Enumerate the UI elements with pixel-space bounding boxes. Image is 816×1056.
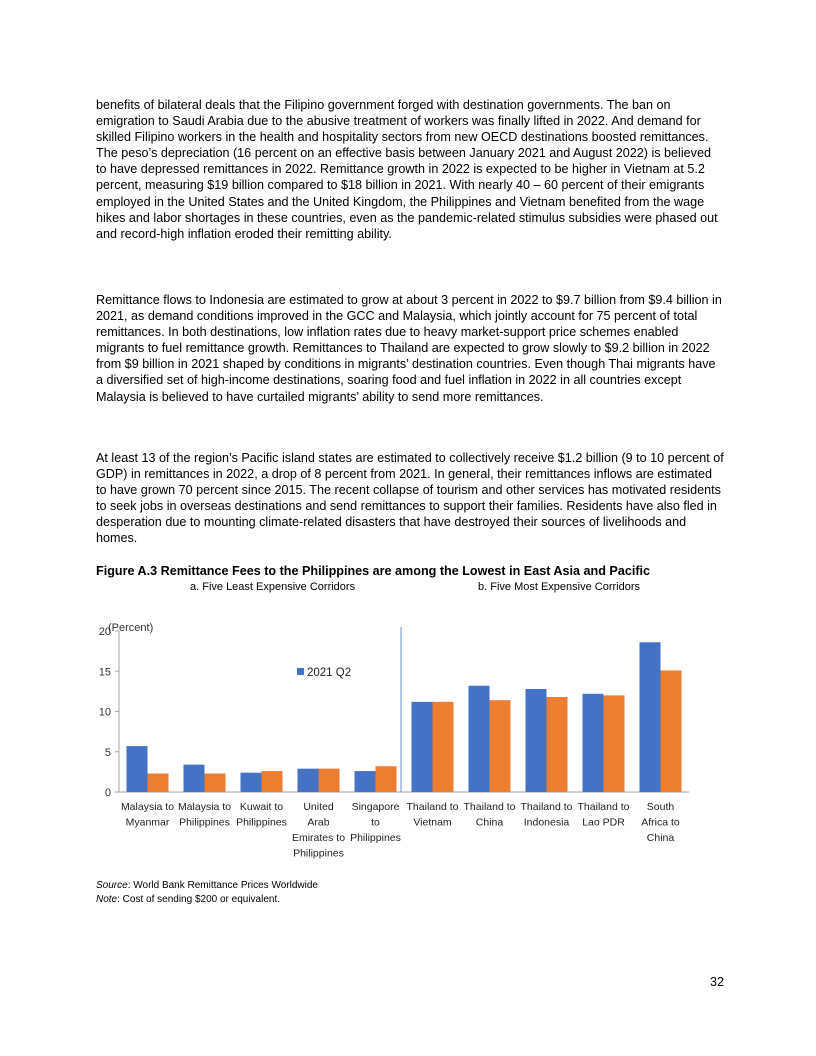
y-tick-label: 20 — [98, 626, 111, 638]
y-axis-label: (Percent) — [108, 622, 154, 634]
bar-series-1 — [184, 765, 205, 792]
y-tick-label: 5 — [104, 746, 111, 759]
bar-series-1 — [640, 642, 661, 792]
panel-a-subtitle: a. Five Least Expensive Corridors — [190, 581, 356, 593]
bar-series-2 — [262, 771, 283, 792]
x-category-label: Thailand to Indonesia — [520, 801, 573, 829]
source-text: : World Bank Remittance Prices Worldwide — [127, 880, 318, 891]
x-category-label: Thailand to Lao PDR — [577, 801, 630, 829]
x-category-label: Malaysia to Myanmar — [120, 801, 175, 829]
x-category-label: Singapore to Philippines — [350, 801, 401, 844]
bar-series-2 — [376, 766, 397, 792]
bar-series-2 — [148, 773, 169, 792]
bar-series-1 — [526, 689, 547, 792]
bar-series-1 — [469, 686, 490, 792]
x-category-label: United Arab Emirates to Philippines — [291, 801, 346, 860]
source-label: Source — [96, 880, 128, 891]
legend-swatch-series-1 — [297, 668, 304, 675]
cost-note — [96, 893, 280, 906]
x-category-label: Thailand to China — [463, 801, 516, 829]
bar-series-1 — [241, 773, 262, 792]
body-paragraph-2: Remittance flows to Indonesia are estimated to grow at about 3 percent in 2022 to $9.7 billion from $9.4 billion in 2021, as demand conditions improved in the GCC and Malaysia, which jointly account for 75 percent of total remittances. In both destinations, low inflation rates due to heavy market-support price schemes enabled migrants to fuel remittance growth. Remittances to Thailand are expected to grow slowly to $9.2 billion in 2022 from $9 billion in 2021 shaped by conditions in migrants’ destination countries. Even though Thai migrants have a diversified set of high-income destinations, soaring food and fuel inflation in 2022 in all countries except Malaysia is believed to have curtailed migrants’ ability to send more remittances. — [96, 293, 722, 404]
x-category-label: Kuwait to Philippines — [236, 801, 287, 829]
bar-series-2 — [205, 773, 226, 792]
bar-series-2 — [319, 769, 340, 792]
source-note — [96, 879, 318, 892]
bar-series-2 — [490, 700, 511, 792]
bar-series-1 — [298, 769, 319, 792]
note-text: : Cost of sending $200 or equivalent. — [117, 894, 281, 905]
note-label: Note — [96, 894, 118, 905]
x-category-label: Malaysia to Philippines — [177, 801, 232, 829]
bar-series-2 — [661, 670, 682, 792]
legend-label-series-1: 2021 Q2 — [307, 667, 352, 679]
y-tick-label: 0 — [104, 787, 111, 799]
y-tick-label: 15 — [98, 666, 111, 679]
bar-series-1 — [412, 702, 433, 792]
bar-series-2 — [433, 702, 454, 792]
figure-title: Figure A.3 Remittance Fees to the Philippines are among the Lowest in East Asia and Pacific — [96, 564, 651, 578]
x-category-label: Thailand to Vietnam — [406, 801, 459, 829]
body-paragraph-1: benefits of bilateral deals that the Filipino government forged with destination governments. The ban on emigration to Saudi Arabia due to the abusive treatment of workers was finally lifted in 2022. And demand for skilled Filipino workers in the health and hospitality sectors from new OECD destinations boosted remittances. The peso’s depreciation (16 percent on an effective basis between January 2021 and August 2022) is believed to have depressed remittances in 2022. Remittance growth in 2022 is expected to be higher in Vietnam at 5.2 percent, measuring $19 billion compared to $18 billion in 2021. With nearly 40 – 60 percent of their emigrants employed in the United States and the United Kingdom, the Philippines and Vietnam benefited from the wage hikes and labor shortages in these countries, even as the pandemic-related stimulus subsidies were phased out and record-high inflation eroded their remitting ability. — [96, 98, 718, 241]
bar-series-2 — [547, 697, 568, 792]
y-tick-label: 10 — [98, 706, 111, 719]
page-number: 32 — [709, 975, 724, 989]
bar-series-1 — [127, 746, 148, 792]
body-paragraph-3: At least 13 of the region’s Pacific island states are estimated to collectively receive $1.2 billion (9 to 10 percent of GDP) in remittances in 2022, a drop of 8 percent from 2021. In general, their remittances inflows are estimated to have grown 70 percent since 2015. The recent collapse of tourism and other services has motivated residents to seek jobs in overseas destinations and send remittances to support their families. Residents have also fled in desperation due to mounting climate-related disasters that have destroyed their sources of livelihoods and homes. — [96, 451, 724, 546]
x-category-label: South Africa to China — [641, 801, 680, 844]
panel-b-subtitle: b. Five Most Expensive Corridors — [478, 581, 640, 593]
bar-series-2 — [604, 695, 625, 792]
bar-series-1 — [355, 771, 376, 792]
bar-series-1 — [583, 694, 604, 792]
